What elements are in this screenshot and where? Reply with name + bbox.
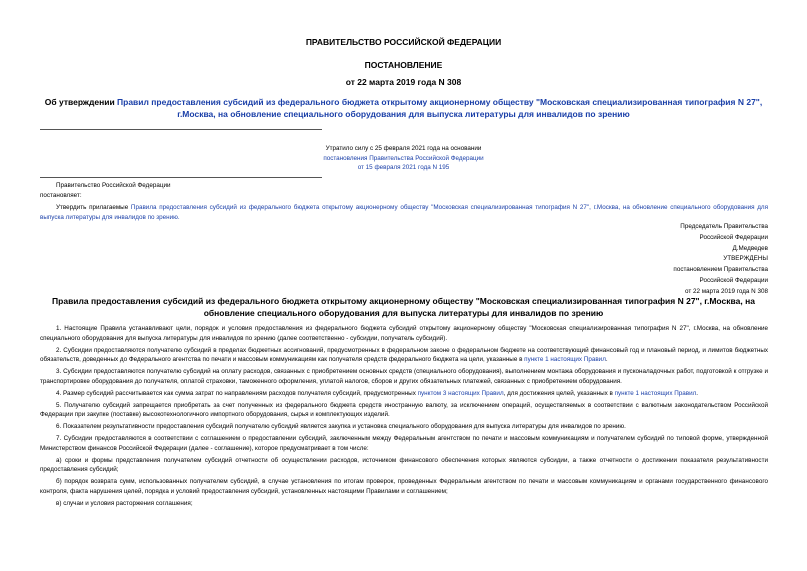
government-heading: ПРАВИТЕЛЬСТВО РОССИЙСКОЙ ФЕДЕРАЦИИ <box>305 37 502 47</box>
rule-item-4-link-1[interactable]: пунктом 3 настоящих Правил <box>417 389 504 397</box>
rule-item-3: 3. Субсидии предоставляются получателю субсидий на оплату расходов, связанных с приобретением основных средств (специального оборудования), выполнением монтажа оборудования и пусконаладочных работ, подготовкой к отгрузке и транспортировке оборудования до получателя, оплатой страховки, таможенного оформления, уплатой налогов, сборов и других обязательных платежей, связанных с приобретением оборудования. <box>40 368 768 385</box>
rule-item-6: 6. Показателем результативности предоставления субсидий получателю субсидий является закупка и установка специального оборудования для выпуска литературы для инвалидов по зрению. <box>56 423 626 431</box>
approve-prefix: Утвердить прилагаемые <box>56 204 131 212</box>
rules-items <box>40 324 768 511</box>
approved-date: от 22 марта 2019 года N 308 <box>684 287 768 295</box>
rule-item-1: 1. Настоящие Правила устанавливают цели, порядок и условия предоставления из федерального бюджета субсидий открытому акционерному обществу "Московская специализированная типография N 27", г.Москва, на обновление специального оборудования для выпуска литературы для инвалидов по зрению (далее соответственно - субсидии, получатель субсидий). <box>40 325 768 342</box>
signature-position: Председатель Правительства <box>680 223 768 230</box>
rule-item-2-link[interactable]: пункте 1 настоящих Правил <box>524 356 606 364</box>
lost-force-link-decree[interactable]: постановления Правительства Российской Федерации <box>323 154 484 162</box>
divider-bottom <box>40 177 322 178</box>
preamble-line2: постановляет: <box>40 191 82 199</box>
rule-item-4-end: . <box>696 389 699 397</box>
lost-force-text: Утратило силу с 25 февраля 2021 года на основании <box>325 145 482 152</box>
preamble-line1: Правительство Российской Федерации <box>56 182 171 189</box>
rule-item-4-link-2[interactable]: пункте 1 настоящих Правил <box>614 389 697 397</box>
document-date-number: от 22 марта 2019 года N 308 <box>345 77 462 87</box>
approve-rules-link[interactable]: Правила предоставления субсидий из федерального бюджета открытому акционерному обществу "Московская специализированная типография N 27", г.Москва, на обновление специального оборудования для выпуска литературы для инвалидов по зрению. <box>40 204 768 221</box>
rule-item-5: 5. Получателю субсидий запрещается приобретать за счет полученных из федерального бюджета средств иностранную валюту, за исключением операций, осуществляемых в соответствии с валютным законодательством Российской Федерации при закупке (поставке) высокотехнологичного импортного оборудования, сырья и комплектующих изделий. <box>40 401 768 419</box>
rule-item-2-text: 2. Субсидии предоставляются получателю субсидий в пределах бюджетных ассигнований, предусмотренных в федеральном законе о федеральном бюджете на соответствующий финансовый год и плановый период, и лимитов бюджетных обязательств, доведенных до Федерального агентства по печати и массовым коммуникациям как получателя средств федерального бюджета на цели, указанные в <box>40 346 768 364</box>
rule-item-2-end: . <box>605 356 608 364</box>
document-title-prefix: Об утверждении <box>44 97 118 107</box>
approved-label: УТВЕРЖДЕНЫ <box>723 255 768 263</box>
rule-item-4 <box>40 389 768 399</box>
approve-paragraph <box>40 203 768 222</box>
approved-by: постановлением Правительства <box>673 266 768 274</box>
rule-item-7a: а) сроки и формы представления получателем субсидий отчетности об осуществлении расходов, источником финансового обеспечения которых являются субсидии, а также отчетности о достижении показателя результативности предоставления субсидий; <box>40 456 768 474</box>
signature-block <box>548 222 768 298</box>
rule-item-4-text: 4. Размер субсидий рассчитывается как сумма затрат по направлениям расходов получателя субсидий, предусмотренных <box>56 389 418 397</box>
signature-name: Д.Медведев <box>732 244 768 252</box>
rule-item-7b: б) порядок возврата сумм, использованных получателем субсидий, в случае установления по итогам проверок, проведенных Федеральным агентством по печати и массовым коммуникациям и органами государственного финансового контроля, факта нарушения целей, порядка и условий предоставления субсидий, установленных настоящими Правилами и соглашением; <box>40 478 768 496</box>
rules-title: Правила предоставления субсидий из федерального бюджета открытому акционерному обществу "Московская специализированная типография N 27", г.Москва, на обновление специального оборудования для выпуска литературы для инвалидов по зрению <box>52 296 755 318</box>
document-title-link[interactable]: Правил предоставления субсидий из федерального бюджета открытому акционерному обществу "Московская специализированная типография N 27", г.Москва, на обновление специального оборудования для выпуска литературы для инвалидов по зрению <box>117 97 763 119</box>
document-title <box>40 96 767 120</box>
rule-item-7: 7. Субсидии предоставляются в соответствии с соглашением о предоставлении субсидий, заключенным между Федеральным агентством по печати и массовым коммуникациям и получателем субсидий по типовой форме, утвержденной Министерством финансов Российской Федерации (далее - соглашение), которое предусматривает в том числе: <box>40 435 768 452</box>
rule-item-2 <box>40 346 768 365</box>
rule-item-4-mid: , для достижения целей, указанных в <box>503 389 615 397</box>
preamble <box>40 181 768 222</box>
rule-item-7c: в) случаи и условия расторжения соглашения; <box>56 500 193 508</box>
approved-country: Российской Федерации <box>699 276 768 284</box>
divider-top <box>40 129 322 130</box>
lost-force-note <box>250 144 557 173</box>
lost-force-link-date[interactable]: от 15 февраля 2021 года N 195 <box>357 164 450 171</box>
document-type-heading: ПОСТАНОВЛЕНИЕ <box>364 60 443 70</box>
signature-country: Российской Федерации <box>699 233 768 241</box>
